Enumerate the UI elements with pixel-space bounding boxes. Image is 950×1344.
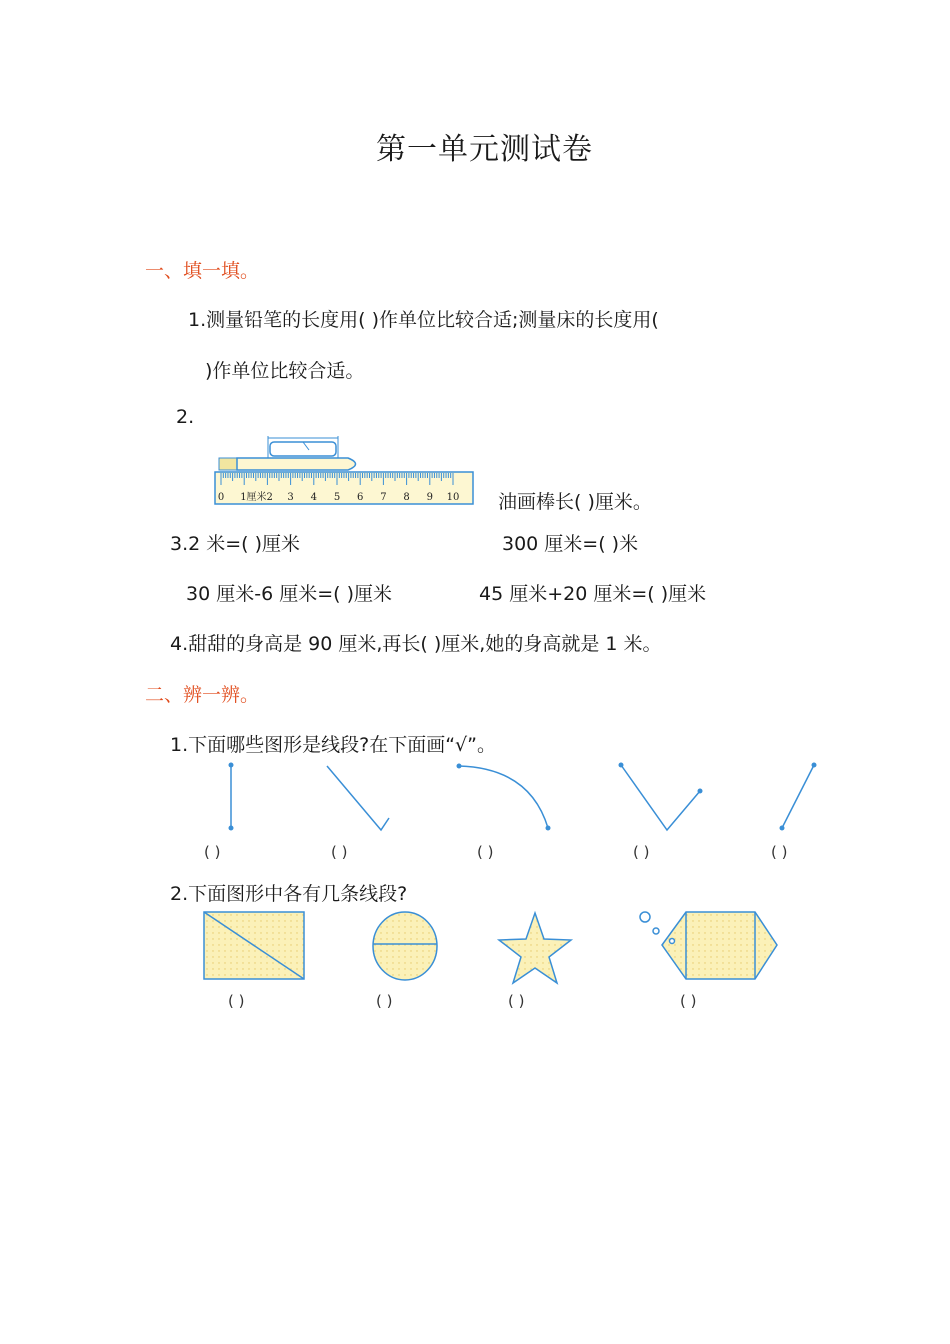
question-2-text: 油画棒长( )厘米。 xyxy=(498,491,652,513)
figure-fish xyxy=(640,912,777,979)
section-2-heading: 二、辨一辨。 xyxy=(145,684,260,706)
question-1-line-1: 1.测量铅笔的长度用( )作单位比较合适;测量床的长度用( xyxy=(188,309,659,331)
ruler-label: 4 xyxy=(310,492,317,503)
page-title: 第一单元测试卷 xyxy=(376,132,593,167)
shape-answer-1[interactable]: ( ) xyxy=(228,992,245,1010)
question-2-number: 2. xyxy=(176,406,195,428)
ruler-label: 3 xyxy=(287,492,294,503)
ruler-label: 5 xyxy=(333,492,341,503)
ruler-label: 9 xyxy=(426,492,433,503)
section-1-heading: 一、填一填。 xyxy=(145,260,260,282)
question-3-b: 300 厘米=( )米 xyxy=(502,533,639,555)
section-2-question-2: 2.下面图形中各有几条线段? xyxy=(170,883,408,905)
answer-blank-4[interactable]: ( ) xyxy=(633,843,650,861)
bubble-icon xyxy=(640,912,650,922)
figure-curve xyxy=(459,766,548,828)
ruler-label: 0 xyxy=(217,492,225,503)
shape-answer-4[interactable]: ( ) xyxy=(680,992,697,1010)
figure-angle xyxy=(621,765,700,830)
ruler-label: 6 xyxy=(357,492,364,503)
figure-segment-slanted xyxy=(782,765,814,828)
ruler-label: 10 xyxy=(446,492,460,503)
answer-blank-2[interactable]: ( ) xyxy=(331,843,348,861)
figure-ray-angled xyxy=(327,766,389,830)
figure-circle-chord xyxy=(373,912,437,980)
section-2-question-1: 1.下面哪些图形是线段?在下面画“√”。 xyxy=(170,734,497,756)
figure-rectangle-diagonal xyxy=(204,912,304,979)
question-3-a: 3.2 米=( )厘米 xyxy=(170,533,301,555)
figure-star xyxy=(499,913,571,983)
ruler-label: 1厘米2 xyxy=(240,492,273,503)
ruler-label: 8 xyxy=(403,492,410,503)
question-3-c: 30 厘米-6 厘米=( )厘米 xyxy=(186,583,392,605)
shape-answer-2[interactable]: ( ) xyxy=(376,992,393,1010)
question-3-d: 45 厘米+20 厘米=( )厘米 xyxy=(479,583,707,605)
shape-answer-3[interactable]: ( ) xyxy=(508,992,525,1010)
answer-blank-3[interactable]: ( ) xyxy=(477,843,494,861)
answer-blank-1[interactable]: ( ) xyxy=(204,843,221,861)
question-4: 4.甜甜的身高是 90 厘米,再长( )厘米,她的身高就是 1 米。 xyxy=(170,633,662,655)
answer-blank-5[interactable]: ( ) xyxy=(771,843,788,861)
ruler-label: 7 xyxy=(380,492,387,503)
question-1-line-2: )作单位比较合适。 xyxy=(205,360,365,382)
